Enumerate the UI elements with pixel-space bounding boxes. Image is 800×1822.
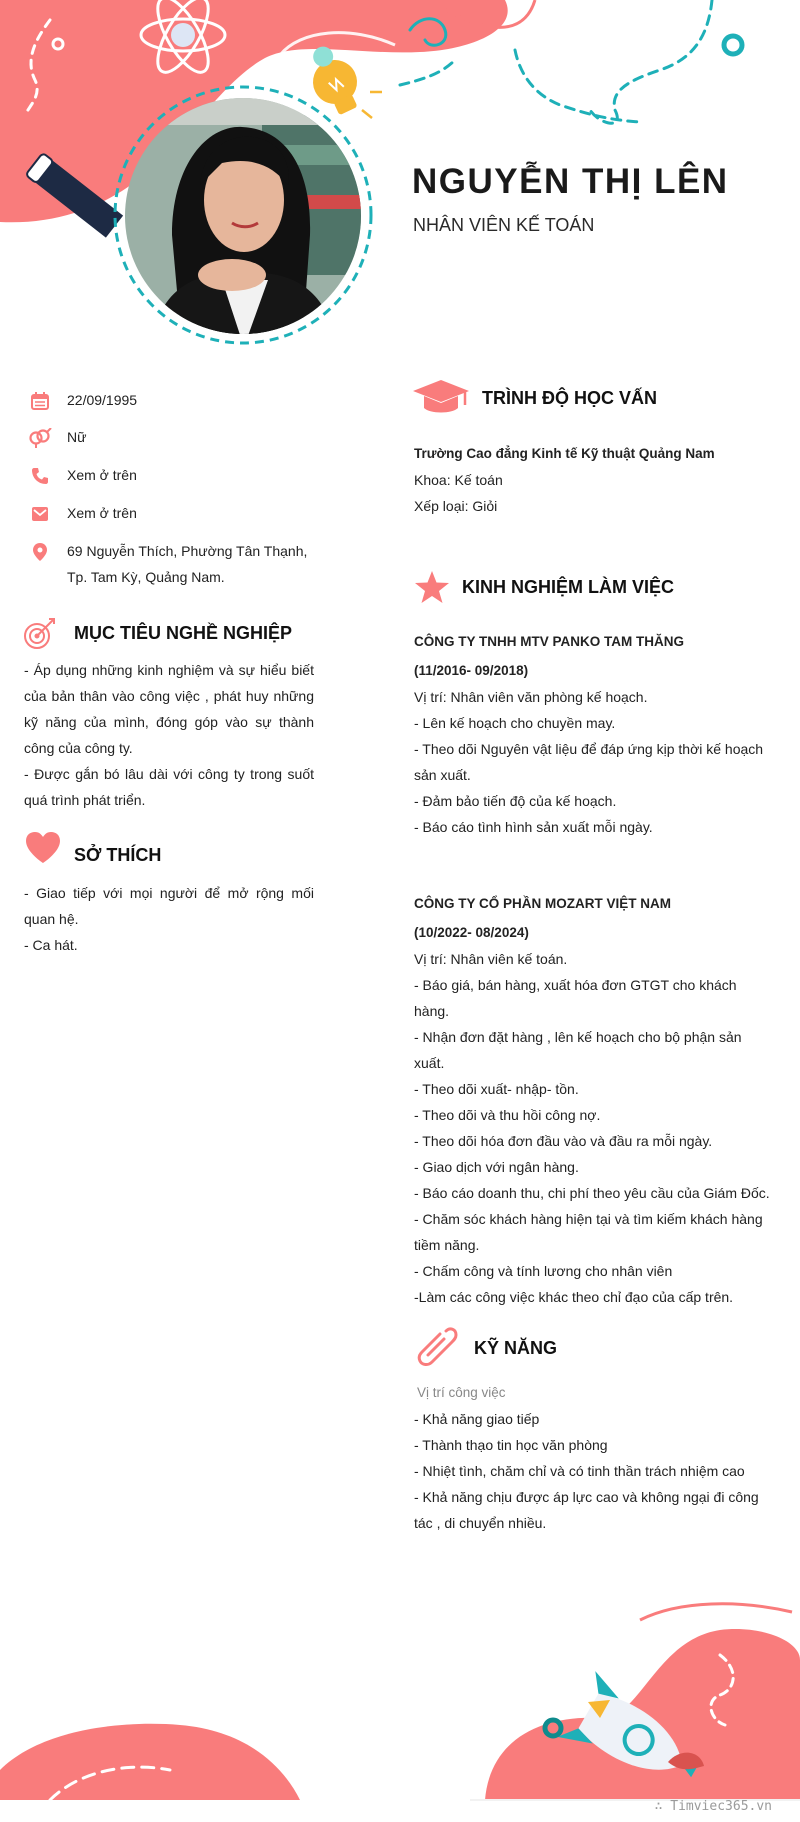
education-school: Trường Cao đẳng Kinh tế Kỹ thuật Quảng Nam xyxy=(414,446,715,461)
location-icon xyxy=(28,541,52,563)
job-2-period: (10/2022- 08/2024) xyxy=(414,925,529,940)
job-1-task: - Báo cáo tình hình sản xuất mỗi ngày. xyxy=(414,819,653,835)
skills-title: KỸ NĂNG xyxy=(474,1338,558,1358)
watermark-text: Timviec365.vn xyxy=(670,1799,772,1814)
job-2-task: - Chấm công và tính lương cho nhân viên xyxy=(414,1263,673,1279)
job-1-period: (11/2016- 09/2018) xyxy=(414,663,529,678)
paperclip-icon xyxy=(416,1325,460,1369)
candidate-name: NGUYỄN THỊ LÊN xyxy=(412,162,729,201)
profile-photo xyxy=(112,85,374,347)
skill-item: - Khả năng chịu được áp lực cao và không ngại đi công tác , di chuyển nhiều. xyxy=(414,1489,759,1531)
job-2-task: - Báo giá, bán hàng, xuất hóa đơn GTGT cho khách hàng. xyxy=(414,977,737,1019)
objective-body xyxy=(24,657,314,813)
skill-item: - Khả năng giao tiếp xyxy=(414,1411,540,1427)
job-1-company: CÔNG TY TNHH MTV PANKO TAM THĂNG xyxy=(414,634,684,649)
skill-item: - Nhiệt tình, chăm chỉ và có tinh thần trách nhiệm cao xyxy=(414,1463,745,1479)
contact-phone xyxy=(28,465,137,488)
hobbies-body xyxy=(24,880,314,958)
hobbies-line-1: - Giao tiếp với mọi người để mở rộng mối quan hệ. xyxy=(24,885,314,927)
skills-subtitle: Vị trí công việc xyxy=(417,1385,506,1400)
skills-body xyxy=(414,1380,774,1536)
star-icon xyxy=(414,570,450,604)
hobbies-line-2: - Ca hát. xyxy=(24,937,78,953)
job-2 xyxy=(414,891,774,1310)
phone-icon xyxy=(28,465,52,487)
heart-icon xyxy=(24,831,62,865)
job-2-task: -Làm các công việc khác theo chỉ đạo của cấp trên. xyxy=(414,1289,734,1305)
candidate-role: NHÂN VIÊN KẾ TOÁN xyxy=(413,215,595,235)
email-text: Xem ở trên xyxy=(67,505,137,521)
watermark: ∴ Timviec365.vn xyxy=(654,1799,772,1814)
graduation-cap-icon xyxy=(412,378,470,418)
job-1-position: Vị trí: Nhân viên văn phòng kế hoạch. xyxy=(414,689,648,705)
gender-icon xyxy=(28,427,52,449)
job-2-company: CÔNG TY CỔ PHẦN MOZART VIỆT NAM xyxy=(414,896,672,911)
address-line-2: Tp. Tam Kỳ, Quảng Nam. xyxy=(67,569,225,585)
contact-email xyxy=(28,503,137,526)
job-2-task: - Theo dõi và thu hồi công nợ. xyxy=(414,1107,601,1123)
gender-text: Nữ xyxy=(67,429,87,445)
education-faculty: Khoa: Kế toán xyxy=(414,472,503,488)
contact-gender xyxy=(28,427,86,450)
experience-title: KINH NGHIỆM LÀM VIỆC xyxy=(462,577,675,597)
job-2-task: - Chăm sóc khách hàng hiện tại và tìm kiếm khách hàng tiềm năng. xyxy=(414,1211,763,1253)
job-1-task: - Theo dõi Nguyên vật liệu để đáp ứng kịp thời kế hoạch sản xuất. xyxy=(414,741,764,783)
hobbies-title: SỞ THÍCH xyxy=(74,845,162,865)
address-text xyxy=(67,538,307,590)
calendar-icon xyxy=(28,390,52,412)
address-line-1: 69 Nguyễn Thích, Phường Tân Thạnh, xyxy=(67,543,308,559)
objective-line-2: - Được gắn bó lâu dài với công ty trong suốt quá trình phát triển. xyxy=(24,766,314,808)
skill-item: - Thành thạo tin học văn phòng xyxy=(414,1437,608,1453)
job-1-task: - Lên kế hoạch cho chuyền may. xyxy=(414,715,616,731)
contact-address xyxy=(28,541,307,590)
phone-text: Xem ở trên xyxy=(67,467,137,483)
job-2-task: - Nhận đơn đặt hàng , lên kế hoạch cho bộ phận sản xuất. xyxy=(414,1029,742,1071)
birthday-text: 22/09/1995 xyxy=(67,392,138,408)
job-1 xyxy=(414,629,774,840)
job-2-position: Vị trí: Nhân viên kế toán. xyxy=(414,951,568,967)
education-body xyxy=(414,441,774,519)
job-2-task: - Theo dõi xuất- nhập- tồn. xyxy=(414,1081,579,1097)
target-icon xyxy=(22,617,56,651)
job-2-task: - Giao dịch với ngân hàng. xyxy=(414,1159,579,1175)
job-2-task: - Báo cáo doanh thu, chi phí theo yêu cầu của Giám Đốc. xyxy=(414,1185,770,1201)
contact-birthday xyxy=(28,390,137,413)
objective-title: MỤC TIÊU NGHỀ NGHIỆP xyxy=(74,623,293,643)
job-1-task: - Đảm bảo tiến độ của kế hoạch. xyxy=(414,793,617,809)
avatar xyxy=(112,85,374,347)
education-title: TRÌNH ĐỘ HỌC VẤN xyxy=(482,388,657,408)
email-icon xyxy=(28,503,52,525)
education-rank: Xếp loại: Giỏi xyxy=(414,498,498,514)
job-2-task: - Theo dõi hóa đơn đầu vào và đầu ra mỗi ngày. xyxy=(414,1133,713,1149)
objective-line-1: - Áp dụng những kinh nghiệm và sự hiểu biết của bản thân vào công việc , phát huy những kỹ năng của mình, đóng góp vào sự thành công của công ty. xyxy=(24,662,314,756)
